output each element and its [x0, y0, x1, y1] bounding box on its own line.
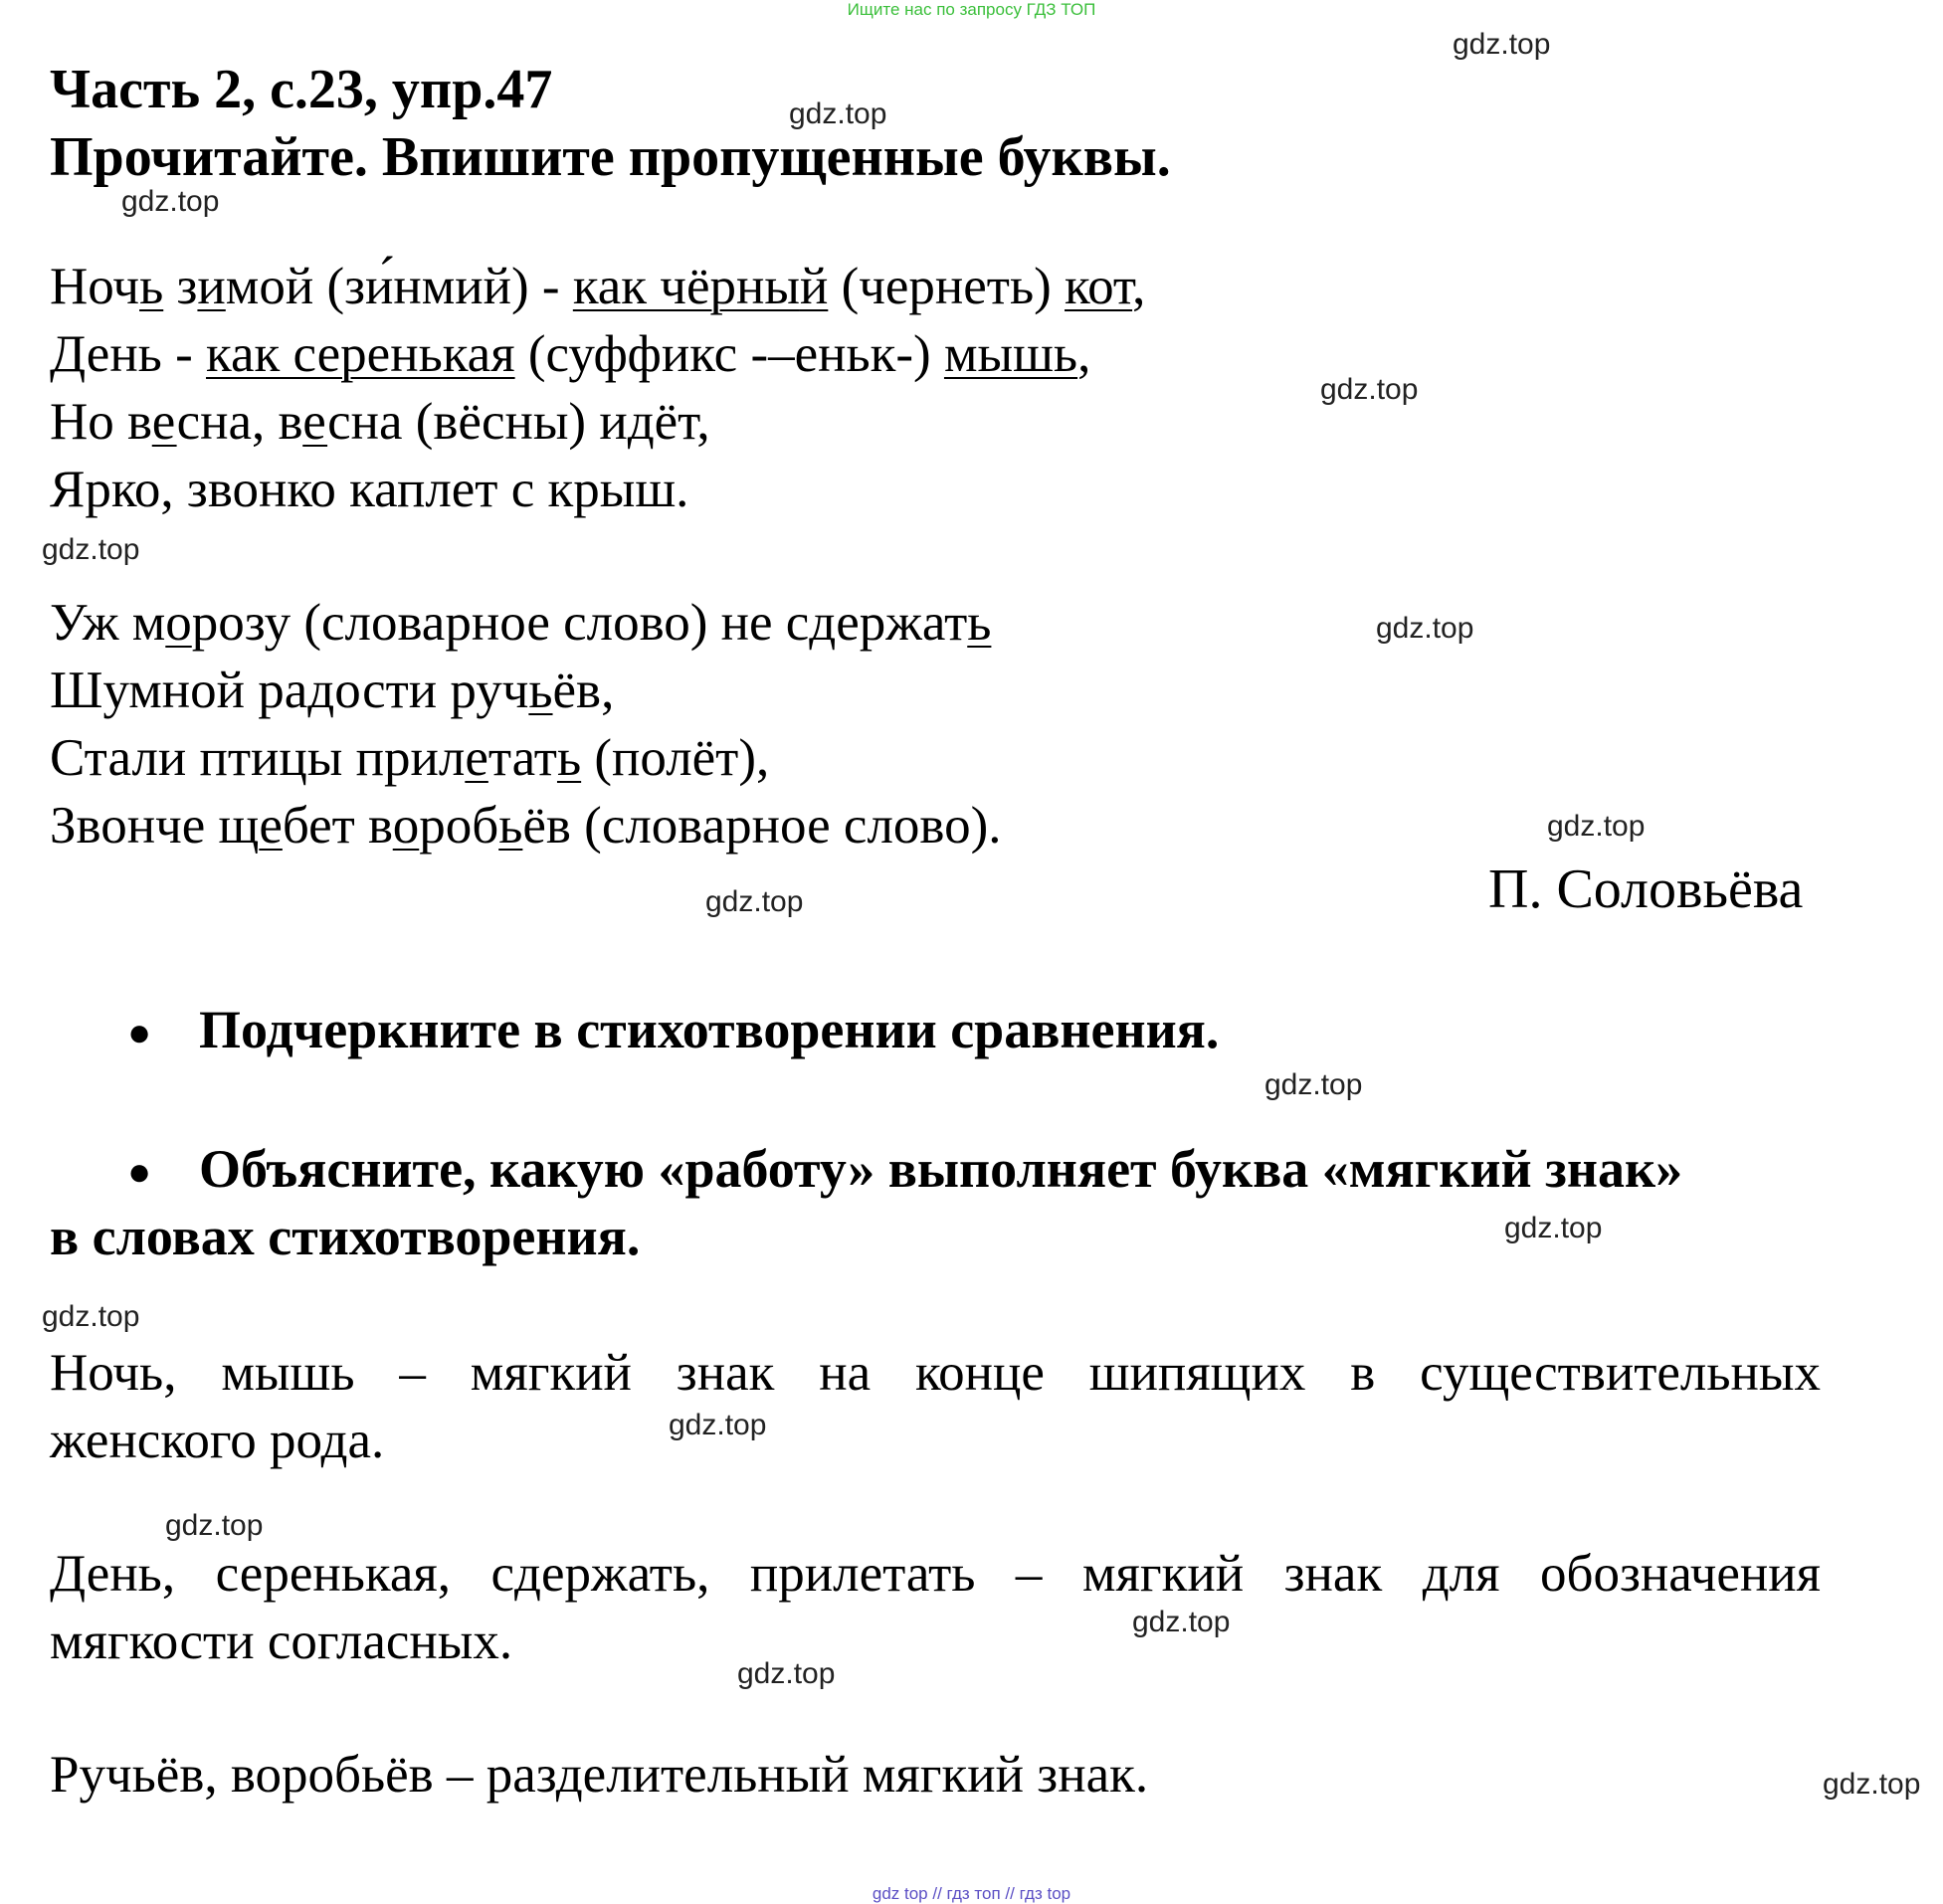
poem-line-3: Но весна, весна (вёсны) идёт, [50, 393, 710, 451]
watermark: gdz.top [1264, 1068, 1363, 1101]
watermark: gdz.top [789, 97, 887, 130]
page-title: Часть 2, с.23, упр.47 [50, 59, 553, 120]
bullet-icon: ● [127, 1010, 152, 1054]
watermark: gdz.top [1132, 1606, 1231, 1638]
watermark: gdz.top [705, 885, 804, 918]
watermark: gdz.top [42, 533, 140, 566]
poem-line-8: Звонче щебет воробьёв (словарное слово). [50, 797, 1002, 855]
poem-author: П. Соловьёва [1488, 858, 1804, 920]
watermark: gdz.top [737, 1657, 836, 1690]
task-explain-soft-sign-cont: в словах стихотворения. [50, 1207, 641, 1266]
watermark: gdz.top [1453, 28, 1551, 61]
footer-link-gdz-top-ru[interactable]: гдз топ [946, 1884, 1001, 1903]
watermark: gdz.top [669, 1409, 767, 1441]
watermark: gdz.top [1823, 1768, 1921, 1801]
watermark: gdz.top [1504, 1212, 1603, 1244]
watermark: gdz.top [42, 1300, 140, 1333]
footer-link-gdz-top[interactable]: gdz top [872, 1884, 928, 1903]
watermark: gdz.top [121, 185, 220, 218]
exercise-instruction: Прочитайте. Впишите пропущенные буквы. [50, 126, 1171, 188]
bullet-icon: ● [127, 1149, 152, 1194]
poem-line-5: Уж морозу (словарное слово) не сдержать [50, 594, 992, 652]
poem-line-6: Шумной радости ручьёв, [50, 662, 615, 719]
watermark: gdz.top [1376, 612, 1474, 645]
task-underline-comparisons: Подчеркните в стихотворении сравнения. [199, 1000, 1220, 1059]
answer-separating-sign: Ручьёв, воробьёв – разделительный мягкий знак. [50, 1746, 1149, 1804]
task-explain-soft-sign: Объясните, какую «работу» выполняет буква «мягкий знак» [199, 1139, 1683, 1199]
footer-links [0, 1884, 1943, 1904]
watermark: gdz.top [165, 1509, 264, 1542]
poem-line-1: Ночь зимой (зи́нмий) - как чёрный (чернеть) кот, [50, 258, 1146, 315]
footer-separator: // [1005, 1884, 1015, 1903]
promo-banner[interactable]: Ищите нас по запросу ГДЗ ТОП [847, 0, 1096, 19]
answer-softness-marker: День, серенькая, сдержать, прилетать – мягкий знак для обозначения мягкости согласных. [50, 1545, 1821, 1670]
poem-line-7: Стали птицы прилетать (полёт), [50, 729, 770, 787]
watermark: gdz.top [1320, 373, 1419, 406]
footer-link-gdz-top-mixed[interactable]: гдз top [1019, 1884, 1071, 1903]
watermark: gdz.top [1547, 810, 1646, 843]
poem-line-4: Ярко, звонко каплет с крыш. [50, 461, 689, 518]
poem-line-2: День - как серенькая (суффикс -–еньк-) мышь, [50, 325, 1091, 383]
footer-separator: // [932, 1884, 942, 1903]
answer-hushing-ending: Ночь, мышь – мягкий знак на конце шипящих в существительных женского рода. [50, 1344, 1821, 1469]
